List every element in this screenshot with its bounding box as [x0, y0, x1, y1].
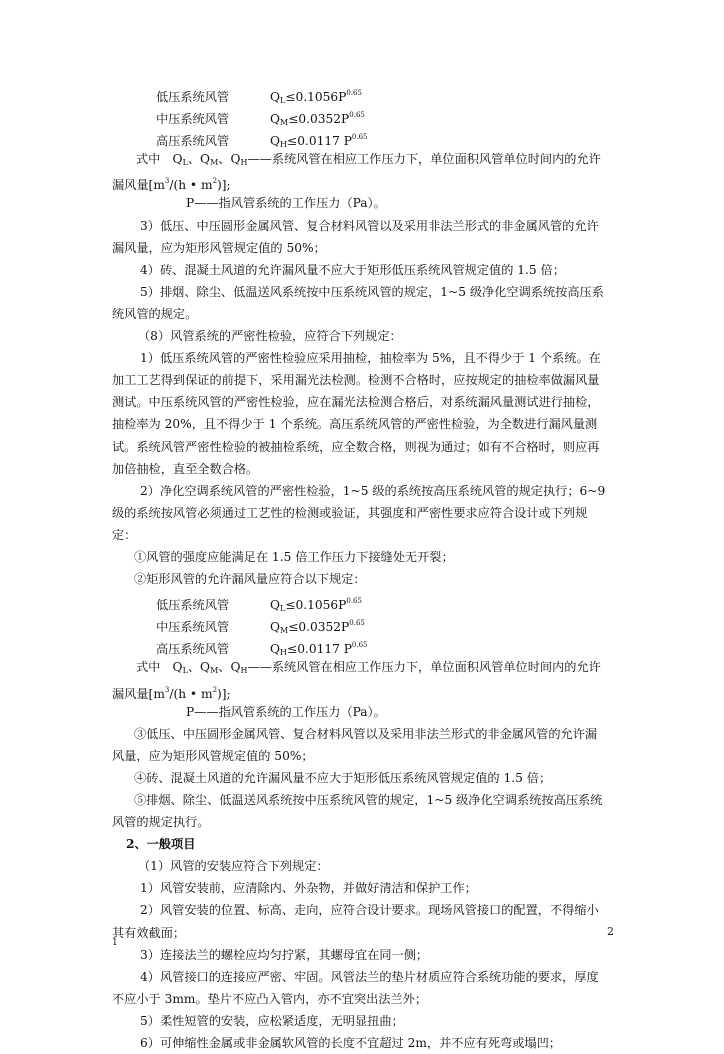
formula-mid-2: 中压系统风管 $Q_M\le 0.0352P^{0.65}$ [112, 612, 612, 634]
paragraph-line: 4）砖、混凝土风道的允许漏风量不应大于矩形低压系统风管规定值的 1.5 倍； [140, 262, 565, 277]
paragraph-line: P——指风管系统的工作压力（Pa）。 [186, 196, 386, 211]
paragraph-line: 测试。中压系统风管的严密性检验，应在漏光法检测合格后，对系统漏风量测试进行抽检， [112, 395, 600, 410]
paragraph-line: 加倍抽检，直至全数合格。 [112, 461, 259, 476]
paragraph-line: 不应小于 3mm。垫片不应凸入管内，亦不宜突出法兰外； [112, 991, 428, 1006]
paragraph-line: 1）风管安装前，应清除内、外杂物，并做好清洁和保护工作； [140, 881, 477, 896]
paragraph-line: 定： [112, 527, 137, 542]
formula: $Q_M\le 0.0352P^{0.65}$ [270, 111, 365, 127]
formula-high-2: 高压系统风管 $Q_H\le 0.0117$ $P^{0.65}$ [112, 634, 612, 656]
paragraph-line: 加工工艺得到保证的前提下，采用漏光法检测。检测不合格时，应按规定的抽检率做漏风量 [112, 373, 600, 388]
paragraph-line: 试。系统风管严密性检验的被抽检系统，应全数合格，则视为通过；如有不合格时，则应再 [112, 439, 600, 454]
formula-mid-1: 中压系统风管 $Q_M\le 0.0352P^{0.65}$ [112, 104, 612, 126]
formula-high-1: 高压系统风管 $Q_H\le 0.0117$ $P^{0.65}$ [112, 126, 612, 148]
paragraph-line: 2）净化空调系统风管的严密性检验，1~5 级的系统按高压系统风管的规定执行；6~9 [140, 483, 606, 498]
paragraph-line: 1）低压系统风管的严密性检验应采用抽检，抽检率为 5%，且不得少于 1 个系统。在 [140, 351, 601, 366]
paragraph-line: 抽检率为 20%，且不得少于 1 个系统。高压系统风管的严密性检验，为全数进行漏风量测 [112, 417, 598, 432]
paragraph-line: 漏风量[$m^3/(h$ • $m^2$)]; [112, 685, 231, 701]
paragraph-line: 4）风管接口的连接应严密、牢固。风管法兰的垫片材质应符合系统功能的要求，厚度 [140, 969, 599, 984]
formula: $Q_L\le 0.1056P^{0.65}$ [270, 597, 362, 613]
footer-mark: 1 [112, 938, 118, 948]
paragraph-line: 2）风管安装的位置、标高、走向，应符合设计要求。现场风管接口的配置，不得缩小 [140, 903, 599, 918]
paragraph-line: 5）柔性短管的安装，应松紧适度，无明显扭曲； [140, 1013, 404, 1028]
paragraph-line: 其有效截面； [112, 925, 186, 940]
paragraph-line: ①风管的强度应能满足在 1.5 倍工作压力下接缝处无开裂； [134, 549, 454, 564]
section-heading: 2、一般项目 [126, 837, 196, 852]
paragraph-line: P——指风管系统的工作压力（Pa）。 [186, 704, 386, 719]
paragraph-line: 式中 $Q_L$、$Q_M$、$Q_H——$系统风管在相应工作压力下，单位面积风管单位时间内的允许 [136, 660, 601, 676]
paragraph-line: （8）风管系统的严密性检验，应符合下列规定： [138, 329, 402, 344]
formula: $Q_H\le 0.0117$ $P^{0.65}$ [270, 133, 368, 149]
body-text [112, 82, 612, 1054]
paragraph-line: 6）可伸缩性金属或非金属软风管的长度不宜超过 2m，并不应有死弯或塌凹； [140, 1036, 561, 1051]
paragraph-line: 级的系统按风管必须通过工艺性的检测或验证，其强度和严密性要求应符合设计或下列规 [112, 505, 588, 520]
formula-low-2: 低压系统风管 $Q_L\le 0.1056P^{0.65}$ [112, 590, 612, 612]
paragraph-line: 3）连接法兰的螺栓应均匀拧紧，其螺母宜在同一侧； [140, 947, 429, 962]
paragraph-line: （1）风管的安装应符合下列规定： [138, 859, 329, 874]
formula: $Q_L\le 0.1056P^{0.65}$ [270, 89, 362, 105]
formula-low-1: 低压系统风管 $Q_L\le 0.1056P^{0.65}$ [112, 82, 612, 104]
paragraph-line: 漏风量[$m^3/(h$ • $m^2$)]; [112, 177, 231, 193]
paragraph-line: 漏风量，应为矩形风管规定值的 50%； [112, 240, 326, 255]
formula: $Q_H\le 0.0117$ $P^{0.65}$ [270, 641, 368, 657]
paragraph-line: 风量，应为矩形风管规定值的 50%； [112, 748, 314, 763]
paragraph-line: ③低压、中压圆形金属风管、复合材料风管以及采用非法兰形式的非金属风管的允许漏 [134, 726, 598, 741]
paragraph-line: 3）低压、中压圆形金属风管、复合材料风管以及采用非法兰形式的非金属风管的允许 [140, 218, 599, 233]
paragraph-line: ②矩形风管的允许漏风量应符合以下规定： [134, 572, 366, 587]
paragraph-line: ⑤排烟、除尘、低温送风系统按中压系统风管的规定，1~5 级净化空调系统按高压系统 [134, 793, 603, 807]
paragraph-line: 5）排烟、除尘、低温送风系统按中压系统风管的规定，1~5 级净化空调系统按高压系 [140, 284, 604, 299]
paragraph-line: 风管的规定执行。 [112, 815, 210, 830]
paragraph-line: ④砖、混凝土风道的允许漏风量不应大于矩形低压系统风管规定值的 1.5 倍； [134, 770, 552, 785]
formula: $Q_M\le 0.0352P^{0.65}$ [270, 619, 365, 635]
paragraph-line: 统风管的规定。 [112, 306, 198, 321]
paragraph-line: 式中 $Q_L$、$Q_M$、$Q_H——$系统风管在相应工作压力下，单位面积风管单位时间内的允许 [136, 152, 601, 168]
page-number: 2 [607, 925, 614, 938]
